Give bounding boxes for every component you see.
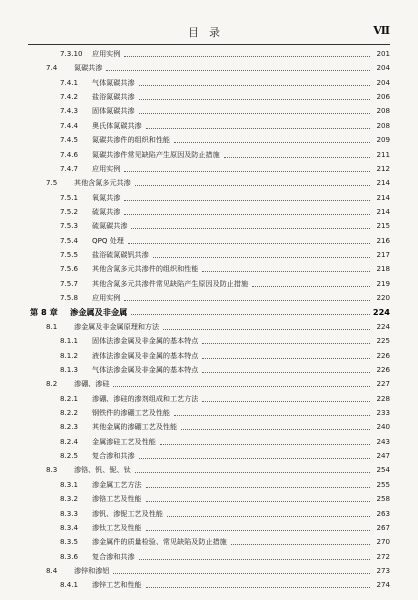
toc-entry-title: 其他含氮多元共渗件的组织和性能 — [92, 264, 199, 274]
toc-entry-title: 应用实例 — [92, 293, 121, 303]
toc-entry — [0, 177, 418, 190]
toc-entry-title: 渗铬、钒、铌、钛 — [74, 465, 131, 475]
toc-entry-page: 214 — [376, 192, 390, 202]
toc-leader-dots — [153, 257, 370, 258]
toc-entry — [0, 378, 418, 391]
toc-entry-page: 206 — [376, 92, 390, 102]
toc-leader-dots — [128, 243, 370, 244]
toc-leader-dots — [252, 286, 370, 287]
toc-entry-title: 气体法渗金属及非金属的基本特点 — [92, 364, 199, 374]
toc-entry — [0, 350, 418, 363]
toc-entry-title: 应用实例 — [92, 163, 121, 173]
toc-entry — [0, 120, 418, 133]
toc-entry-number: 8.2.2 — [60, 407, 79, 417]
toc-entry-title: 渗钛工艺及性能 — [92, 522, 142, 532]
toc-entry-title: 渗金属及非金属 — [70, 307, 128, 318]
toc-entry — [0, 134, 418, 147]
toc-entry-title: 其他含氮多元共渗件常见缺陷产生原因及防止措施 — [92, 278, 249, 288]
toc-leader-dots — [106, 70, 370, 71]
toc-entry-page: 224 — [372, 307, 390, 318]
toc-entry — [0, 278, 418, 291]
toc-entry-number: 8.2.3 — [60, 422, 79, 432]
toc-entry — [0, 565, 418, 578]
toc-leader-dots — [113, 386, 370, 387]
toc-entry-number: 7.5.8 — [60, 293, 79, 303]
toc-entry-number: 8.4.1 — [60, 580, 79, 590]
toc-entry — [0, 105, 418, 118]
toc-entry-title: 盐浴硫氮碳钒共渗 — [92, 250, 149, 260]
table-of-contents — [0, 48, 418, 594]
toc-entry-number: 8.3.2 — [60, 494, 79, 504]
toc-entry-title: 液体法渗金属及非金属的基本特点 — [92, 350, 199, 360]
toc-entry — [0, 436, 418, 449]
toc-entry-number: 8.2.4 — [60, 436, 79, 446]
toc-leader-dots — [139, 113, 370, 114]
toc-entry-title: 金属渗硅工艺及性能 — [92, 436, 156, 446]
toc-entry-title: 固体氮碳共渗 — [92, 106, 135, 116]
toc-entry-number: 8.3.3 — [60, 508, 79, 518]
toc-leader-dots — [131, 228, 370, 229]
toc-entry-number: 7.5.4 — [60, 235, 79, 245]
toc-entry — [0, 192, 418, 205]
toc-entry — [0, 77, 418, 90]
toc-leader-dots — [113, 573, 370, 574]
toc-entry-number: 8.1.1 — [60, 336, 79, 346]
toc-entry — [0, 421, 418, 434]
toc-entry-number: 8.3 — [46, 465, 58, 475]
toc-entry-page: 263 — [376, 508, 390, 518]
toc-entry-page: 217 — [376, 250, 390, 260]
toc-leader-dots — [146, 501, 370, 502]
toc-entry-number: 7.3.10 — [60, 49, 83, 58]
toc-entry-number: 7.4.5 — [60, 135, 79, 145]
toc-entry-number: 8.3.4 — [60, 522, 79, 532]
toc-entry-page: 233 — [376, 407, 390, 417]
toc-entry — [0, 335, 418, 348]
toc-entry-title: 硫氮碳共渗 — [92, 221, 128, 231]
toc-leader-dots — [146, 587, 370, 588]
toc-entry-page: 225 — [376, 336, 390, 346]
toc-entry-title: 钢铁件的渗硼工艺及性能 — [92, 407, 171, 417]
toc-entry-page: 227 — [376, 379, 390, 389]
toc-leader-dots — [181, 429, 370, 430]
toc-leader-dots — [202, 401, 370, 402]
toc-leader-dots — [124, 300, 370, 301]
toc-leader-dots — [202, 358, 370, 359]
toc-leader-dots — [135, 185, 370, 186]
toc-entry — [0, 321, 418, 334]
header-rule — [28, 44, 390, 45]
toc-leader-dots — [146, 128, 370, 129]
toc-leader-dots — [139, 458, 370, 459]
toc-entry-number: 7.5.5 — [60, 250, 79, 260]
toc-entry-number: 7.4.3 — [60, 106, 79, 116]
toc-entry-title: 渗硼、渗硅的渗剂组成和工艺方法 — [92, 393, 199, 403]
toc-leader-dots — [139, 99, 370, 100]
toc-entry-title: 渗钒、渗铌工艺及性能 — [92, 508, 163, 518]
toc-entry — [0, 551, 418, 564]
toc-entry-page: 272 — [376, 551, 390, 561]
toc-entry-page: 267 — [376, 522, 390, 532]
toc-entry-number: 8.1.2 — [60, 350, 79, 360]
toc-entry-page: 273 — [376, 565, 390, 575]
toc-entry-page: 220 — [376, 293, 390, 303]
page-header — [28, 24, 390, 39]
toc-entry — [0, 364, 418, 377]
toc-entry — [0, 493, 418, 506]
toc-entry-page: 209 — [376, 135, 390, 145]
toc-entry-number: 第 8 章 — [30, 307, 58, 318]
toc-entry-title: 渗铬工艺及性能 — [92, 494, 142, 504]
toc-entry — [0, 163, 418, 176]
toc-leader-dots — [202, 271, 370, 272]
toc-leader-dots — [139, 559, 370, 560]
toc-leader-dots — [124, 200, 370, 201]
toc-entry — [0, 393, 418, 406]
toc-entry-title: 氧氮共渗 — [92, 192, 121, 202]
toc-entry-number: 8.2.5 — [60, 451, 79, 461]
toc-entry — [0, 149, 418, 162]
toc-entry — [0, 579, 418, 592]
toc-entry — [0, 263, 418, 276]
toc-entry-number: 7.4.2 — [60, 92, 79, 102]
toc-entry-title: 氮碳共渗件的组织和性能 — [92, 135, 171, 145]
toc-entry-page: 219 — [376, 278, 390, 288]
toc-entry-title: 复合渗和共渗 — [92, 451, 135, 461]
toc-entry-number: 7.5.2 — [60, 206, 79, 216]
toc-entry-number: 7.5.1 — [60, 192, 79, 202]
toc-entry-title: 奥氏体氮碳共渗 — [92, 120, 142, 130]
toc-entry-title: 渗锌和渗铝 — [74, 565, 110, 575]
toc-entry-page: 226 — [376, 364, 390, 374]
toc-entry-number: 8.3.1 — [60, 479, 79, 489]
toc-leader-dots — [124, 56, 370, 57]
toc-leader-dots — [135, 472, 370, 473]
toc-leader-dots — [124, 171, 370, 172]
toc-entry-page: 255 — [376, 479, 390, 489]
toc-leader-dots — [167, 516, 370, 517]
toc-entry-title: 氮碳共渗件常见缺陷产生原因及防止措施 — [92, 149, 220, 159]
toc-entry-page: 212 — [376, 163, 390, 173]
toc-entry-page: 258 — [376, 494, 390, 504]
toc-entry-number: 7.4.7 — [60, 163, 79, 173]
toc-entry — [0, 450, 418, 463]
toc-entry-number: 8.4 — [46, 565, 58, 575]
toc-chapter-entry — [0, 306, 418, 319]
toc-entry-number: 7.4.4 — [60, 120, 79, 130]
toc-entry — [0, 62, 418, 75]
toc-entry-number: 7.4.6 — [60, 149, 79, 159]
toc-entry-page: 204 — [376, 63, 390, 73]
toc-entry-page: 218 — [376, 264, 390, 274]
toc-entry-number: 7.5.6 — [60, 264, 79, 274]
toc-entry-title: 固体法渗金属及非金属的基本特点 — [92, 336, 199, 346]
toc-entry-page: 224 — [376, 321, 390, 331]
toc-entry-number: 8.1 — [46, 321, 58, 331]
toc-entry-page: 214 — [376, 178, 390, 188]
toc-entry — [0, 407, 418, 420]
toc-leader-dots — [146, 530, 370, 531]
toc-entry-title: 硫氮共渗 — [92, 206, 121, 216]
toc-entry-number: 8.2.1 — [60, 393, 79, 403]
toc-entry-page: 274 — [376, 580, 390, 590]
toc-entry — [0, 464, 418, 477]
toc-entry-page: 215 — [376, 221, 390, 231]
toc-leader-dots — [202, 343, 370, 344]
toc-entry — [0, 91, 418, 104]
toc-leader-dots — [124, 214, 370, 215]
toc-leader-dots — [174, 415, 370, 416]
toc-entry-title: 渗硼、渗硅 — [74, 379, 110, 389]
toc-entry-title: 复合渗和共渗 — [92, 551, 135, 561]
toc-entry-page: 228 — [376, 393, 390, 403]
toc-entry-page: 201 — [376, 49, 390, 58]
toc-entry-number: 8.1.3 — [60, 364, 79, 374]
toc-entry-number: 7.4.1 — [60, 77, 79, 87]
toc-entry — [0, 522, 418, 535]
toc-entry-title: 应用实例 — [92, 49, 121, 58]
toc-entry-title: 渗金属及非金属原理和方法 — [74, 321, 160, 331]
toc-entry-page: 204 — [376, 77, 390, 87]
toc-entry-page: 240 — [376, 422, 390, 432]
toc-leader-dots — [174, 142, 370, 143]
toc-leader-dots — [231, 544, 370, 545]
toc-entry-title: 渗锌工艺和性能 — [92, 580, 142, 590]
toc-entry-number: 8.3.6 — [60, 551, 79, 561]
toc-entry — [0, 48, 418, 61]
toc-entry-page: 247 — [376, 451, 390, 461]
toc-entry-page: 226 — [376, 350, 390, 360]
page-number: Ⅶ — [373, 24, 390, 37]
toc-entry-number: 7.5.3 — [60, 221, 79, 231]
toc-entry-number: 7.5 — [46, 178, 58, 188]
toc-entry-page: 243 — [376, 436, 390, 446]
toc-entry-title: QPQ 处理 — [92, 235, 124, 245]
toc-entry — [0, 235, 418, 248]
toc-entry-title: 氮碳共渗 — [74, 63, 103, 73]
toc-leader-dots — [224, 157, 370, 158]
toc-entry — [0, 220, 418, 233]
toc-entry-page: 270 — [376, 537, 390, 547]
toc-entry-number: 8.3.5 — [60, 537, 79, 547]
toc-entry-number: 8.2 — [46, 379, 58, 389]
toc-leader-dots — [146, 487, 370, 488]
toc-entry-title: 其他含氮多元共渗 — [74, 178, 131, 188]
toc-entry — [0, 249, 418, 262]
toc-entry-page: 208 — [376, 120, 390, 130]
toc-entry — [0, 479, 418, 492]
toc-entry-title: 渗金属件的质量检验、常见缺陷及防止措施 — [92, 537, 227, 547]
toc-entry — [0, 536, 418, 549]
toc-entry-title: 盐浴氮碳共渗 — [92, 92, 135, 102]
toc-leader-dots — [202, 372, 370, 373]
toc-leader-dots — [163, 329, 370, 330]
toc-entry-page: 254 — [376, 465, 390, 475]
toc-leader-dots — [139, 85, 370, 86]
toc-entry-page: 214 — [376, 206, 390, 216]
toc-entry-page: 211 — [376, 149, 390, 159]
toc-entry-title: 气体氮碳共渗 — [92, 77, 135, 87]
toc-leader-dots — [131, 314, 370, 315]
toc-entry-title: 其他金属的渗硼工艺及性能 — [92, 422, 178, 432]
toc-entry — [0, 508, 418, 521]
toc-entry-number: 7.4 — [46, 63, 58, 73]
toc-entry-title: 渗金属工艺方法 — [92, 479, 142, 489]
toc-entry — [0, 292, 418, 305]
running-title: 目录 — [188, 26, 230, 39]
toc-entry-page: 216 — [376, 235, 390, 245]
toc-entry-page: 208 — [376, 106, 390, 116]
toc-entry — [0, 206, 418, 219]
toc-entry-number: 7.5.7 — [60, 278, 79, 288]
toc-leader-dots — [160, 444, 370, 445]
